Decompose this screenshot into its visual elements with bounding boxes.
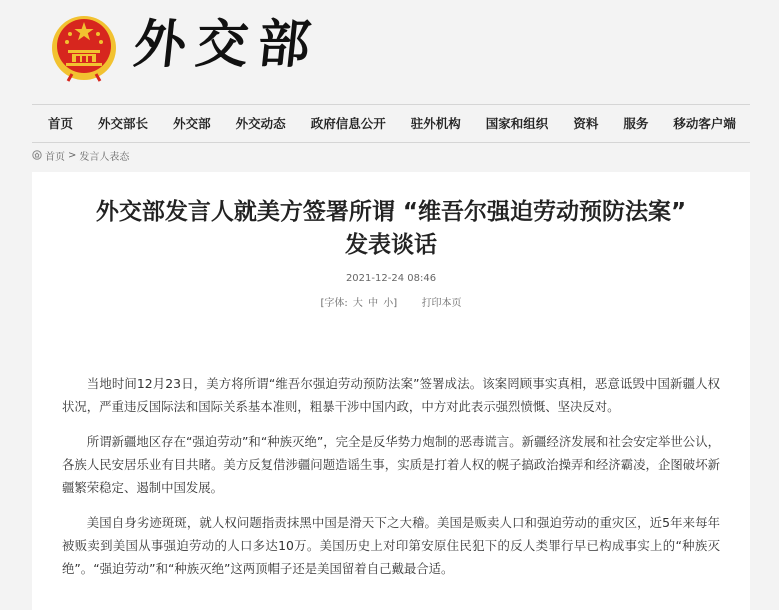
- font-size-label: [字体:: [320, 298, 348, 309]
- nav-item-countries[interactable]: 国家和组织: [485, 116, 549, 131]
- nav-item-minister[interactable]: 外交部长: [98, 116, 149, 131]
- nav-bottom-border: [32, 142, 750, 143]
- ministry-logo-calligraphy[interactable]: 外交部: [130, 14, 324, 75]
- article-date: 2021-12-24 08:46: [345, 273, 437, 284]
- nav-item-mobile[interactable]: 移动客户端: [673, 116, 736, 131]
- article-tools: [32, 294, 750, 309]
- article-title: [62, 196, 720, 262]
- nav-item-missions[interactable]: 驻外机构: [410, 116, 461, 131]
- national-emblem-icon[interactable]: [50, 14, 118, 82]
- article-paragraph: 所谓新疆地区存在“强迫劳动”和“种族灭绝”，完全是反华势力炮制的恶毒谎言。新疆经济发展和社会安定举世公认，各族人民安居乐业有目共睹。美方反复借涉疆问题造谣生事，实质是打着人权的幌子搞政治操弄和经济霸凌，企图破坏新疆繁荣稳定、遏制中国发展。: [62, 434, 720, 495]
- breadcrumb: [32, 146, 132, 164]
- print-page-button[interactable]: 打印本页: [421, 298, 462, 309]
- article-title-line1: 外交部发言人就美方签署所谓 “维吾尔强迫劳动预防法案”: [95, 199, 687, 225]
- article-card: [32, 172, 750, 610]
- article-paragraph: 美国自身劣迹斑斑，就人权问题指责抹黑中国是滑天下之大稽。美国是贩卖人口和强迫劳动的重灾区，近5年来每年被贩卖到美国从事强迫劳动的人口多达10万。美国历史上对印第安原住民犯下的反人类罪行早已构成事实上的“种族灭绝”。“强迫劳动”和“种族灭绝”这两顶帽子还是美国留着自己戴最合适。: [62, 515, 720, 576]
- nav-item-ministry[interactable]: 外交部: [173, 116, 211, 131]
- nav-item-services[interactable]: 服务: [623, 116, 649, 131]
- font-medium-button[interactable]: 中: [368, 298, 379, 309]
- nav-item-home[interactable]: 首页: [48, 116, 74, 131]
- breadcrumb-current-link[interactable]: 发言人表态: [79, 151, 130, 163]
- breadcrumb-separator: >: [68, 149, 77, 161]
- article-body: [62, 372, 720, 592]
- nav-item-gov-info[interactable]: 政府信息公开: [310, 116, 386, 131]
- main-nav: [32, 104, 750, 142]
- nav-item-resources[interactable]: 资料: [573, 116, 599, 131]
- article-paragraph: 当地时间12月23日，美方将所谓“维吾尔强迫劳动预防法案”签署成法。该案罔顾事实真相，恶意诋毁中国新疆人权状况，严重违反国际法和国际关系基本准则，粗暴干涉中国内政，中方对此表示强烈愤慨、坚决反对。: [62, 376, 720, 414]
- nav-item-news[interactable]: 外交动态: [235, 116, 286, 131]
- article-title-line2: 发表谈话: [345, 232, 437, 258]
- font-small-button[interactable]: 小]: [383, 298, 398, 309]
- site-header: [0, 0, 779, 102]
- home-icon: [32, 150, 42, 160]
- font-large-button[interactable]: 大: [352, 298, 363, 309]
- breadcrumb-home-link[interactable]: 首页: [45, 151, 65, 163]
